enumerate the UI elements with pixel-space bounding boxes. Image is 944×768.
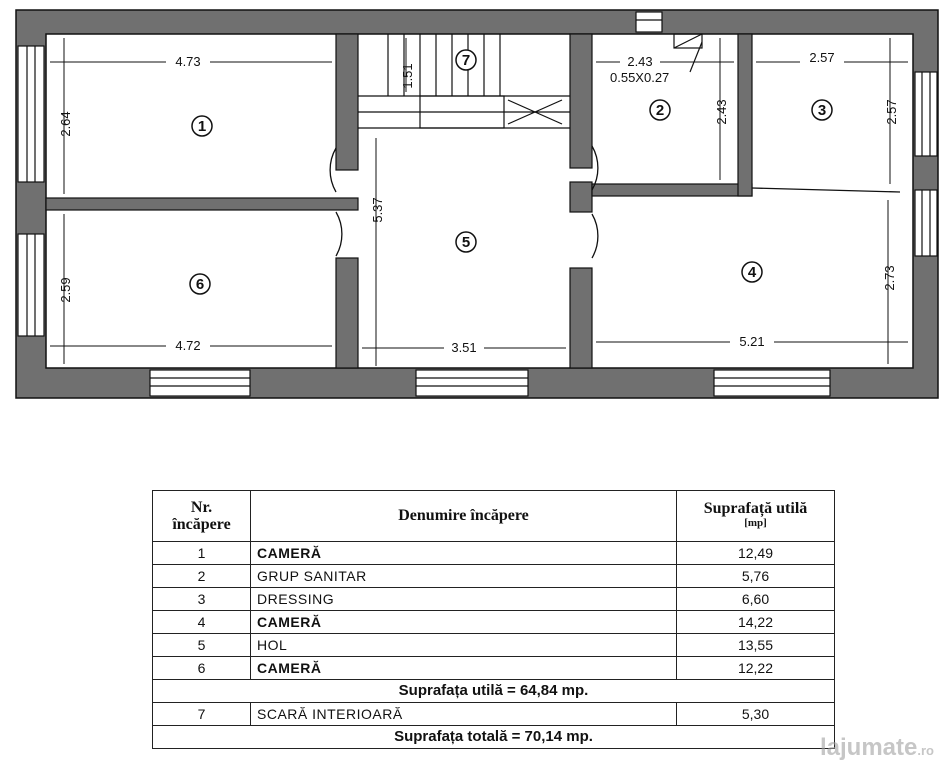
row-nr: 1 — [153, 542, 251, 565]
grand-total: Suprafața totală = 70,14 mp. — [153, 726, 835, 749]
dim-r7-height: 1.51 — [400, 63, 415, 89]
stairs — [358, 34, 570, 128]
table-row — [153, 611, 835, 634]
row-nr: 4 — [153, 611, 251, 634]
dim-r5-width: 3.51 — [451, 340, 477, 355]
dim-r2-width: 2.43 — [627, 54, 653, 69]
dim-r6-width: 4.72 — [175, 338, 201, 353]
row-area: 14,22 — [677, 611, 835, 634]
dim-r3-height: 2.57 — [884, 99, 899, 125]
row-name: GRUP SANITAR — [251, 565, 677, 588]
table-row — [153, 542, 835, 565]
dim-r5-height: 5.37 — [370, 197, 385, 223]
table-row — [153, 657, 835, 680]
row-nr: 7 — [153, 703, 251, 726]
dim-r4-width: 5.21 — [739, 334, 765, 349]
dim-r2-shaft: 0.55X0.27 — [610, 70, 670, 85]
watermark-suffix: .ro — [917, 743, 934, 758]
watermark — [820, 734, 934, 762]
row-area: 6,60 — [677, 588, 835, 611]
row-nr: 2 — [153, 565, 251, 588]
row-area: 5,30 — [677, 703, 835, 726]
room-number-3: 3 — [817, 102, 827, 119]
row-area: 12,22 — [677, 657, 835, 680]
row-area: 5,76 — [677, 565, 835, 588]
doors — [330, 146, 900, 258]
dim-r1-width: 4.73 — [175, 54, 201, 69]
room-markers — [190, 50, 835, 294]
room-number-7: 7 — [461, 52, 471, 69]
row-name: HOL — [251, 634, 677, 657]
row-area: 13,55 — [677, 634, 835, 657]
table-row — [153, 703, 835, 726]
dim-r6-height: 2.59 — [58, 277, 73, 303]
dim-r4-height: 2.73 — [882, 265, 897, 291]
table-row — [153, 565, 835, 588]
row-name: SCARĂ INTERIOARĂ — [251, 703, 677, 726]
row-name: CAMERĂ — [251, 657, 677, 680]
table-header-row — [153, 491, 835, 542]
room-number-5: 5 — [461, 234, 471, 251]
row-nr: 3 — [153, 588, 251, 611]
table-row — [153, 588, 835, 611]
row-nr: 5 — [153, 634, 251, 657]
useful-total-row — [153, 680, 835, 703]
row-name: CAMERĂ — [251, 542, 677, 565]
dim-r3-width: 2.57 — [809, 50, 835, 65]
row-name: DRESSING — [251, 588, 677, 611]
header-nr: Nr. încăpere — [153, 491, 251, 542]
header-name: Denumire încăpere — [251, 491, 677, 542]
dim-r2-height: 2.43 — [714, 99, 729, 125]
room-number-1: 1 — [197, 118, 207, 135]
room-number-4: 4 — [747, 264, 757, 281]
dim-r1-height: 2.64 — [58, 111, 73, 137]
row-area: 12,49 — [677, 542, 835, 565]
room-number-2: 2 — [655, 102, 665, 119]
room-number-6: 6 — [195, 276, 205, 293]
shaft — [674, 34, 702, 72]
useful-total: Suprafața utilă = 64,84 mp. — [153, 680, 835, 703]
row-nr: 6 — [153, 657, 251, 680]
watermark-text: lajumate — [820, 734, 918, 761]
row-name: CAMERĂ — [251, 611, 677, 634]
room-areas-table — [152, 490, 835, 749]
table-row — [153, 634, 835, 657]
header-area: Suprafață utilă [mp] — [677, 491, 835, 542]
grand-total-row — [153, 726, 835, 749]
